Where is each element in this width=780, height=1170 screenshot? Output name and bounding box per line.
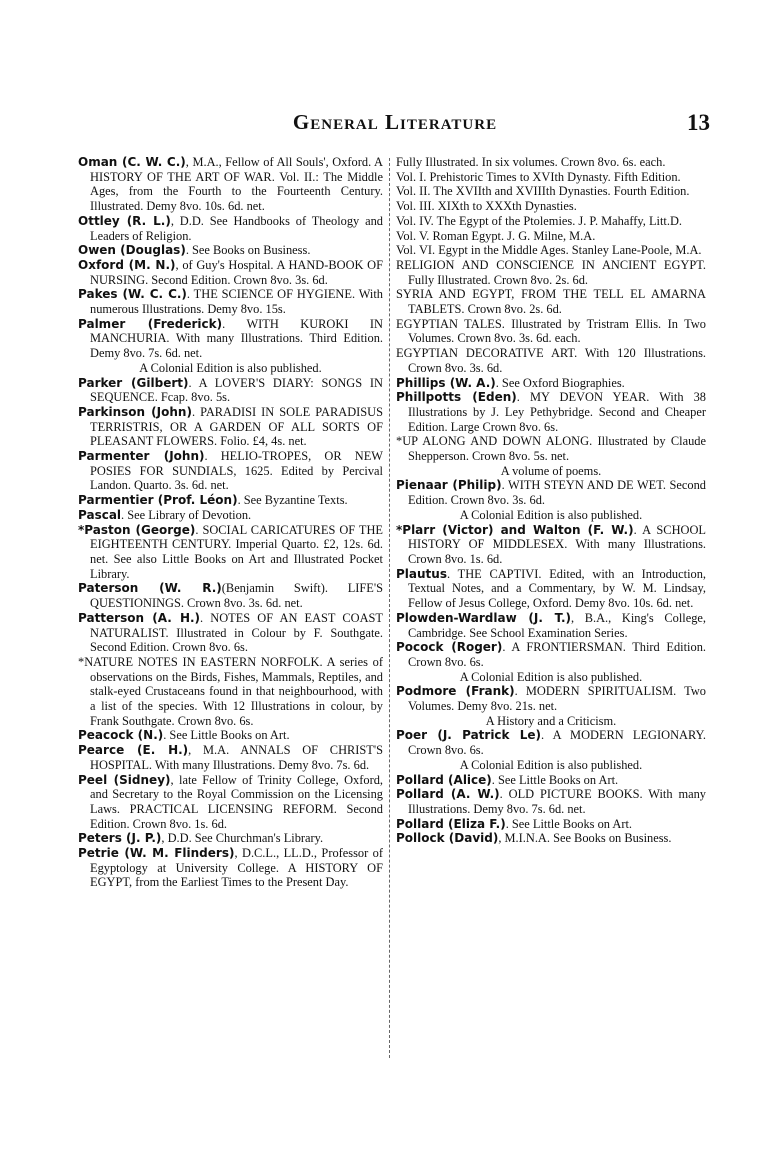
- catalogue-entry: [396, 508, 706, 523]
- catalogue-entry: [78, 831, 383, 846]
- catalogue-entry: [396, 243, 706, 258]
- catalogue-entry: [396, 287, 706, 316]
- entry-text: . A MODERN LEGIONARY. Crown 8vo. 6s.: [408, 728, 706, 758]
- catalogue-entry: [396, 611, 706, 640]
- entry-text: , late Fellow of Trinity College, Oxford, and Secretary to the Royal Commission on the Licensing Laws. PRACTICAL LICENSING REFORM. Second Edition. Crown 8vo. 1s. 6d.: [90, 772, 383, 831]
- author-name: *Paston (George): [78, 522, 196, 537]
- catalogue-entry: [396, 758, 706, 773]
- entry-text: . WITH KUROKI IN MANCHURIA. With many Illustrations. Third Edition. Demy 8vo. 7s. 6d. net.: [90, 316, 383, 361]
- entry-text: . See Library of Devotion.: [121, 507, 252, 522]
- entry-text: . See Byzantine Texts.: [237, 493, 348, 508]
- catalogue-entry: [396, 523, 706, 567]
- catalogue-entry: [78, 258, 383, 287]
- author-name: Oman (C. W. C.): [78, 155, 186, 169]
- catalogue-entry: [78, 743, 383, 772]
- entry-text: A volume of poems.: [500, 463, 602, 478]
- entry-text: . THE CAPTIVI. Edited, with an Introduction, Textual Notes, and a Commentary, by W. M. Lindsay, Fellow of Jesus College, Oxford. Demy 8vo. 10s. 6d. net.: [408, 566, 706, 611]
- author-name: Palmer (Frederick): [78, 316, 223, 331]
- entry-text: Vol. I. Prehistoric Times to XVIth Dynasty. Fifth Edition.: [396, 169, 681, 184]
- entry-text: , M.I.N.A. See Books on Business.: [498, 831, 672, 846]
- catalogue-entry: [396, 184, 706, 199]
- author-name: Pollock (David): [396, 831, 499, 846]
- catalogue-entry: [396, 831, 706, 846]
- entry-text: RELIGION AND CONSCIENCE IN ANCIENT EGYPT. Fully Illustrated. Crown 8vo. 2s. 6d.: [396, 257, 706, 287]
- entry-text: . See Oxford Biographies.: [495, 375, 625, 390]
- catalogue-entry: [78, 214, 383, 243]
- author-name: Parkinson (John): [78, 404, 192, 419]
- entry-text: . NOTES OF AN EAST COAST NATURALIST. Illustrated in Colour by F. Southgate. Second Edition. Crown 8vo. 6s.: [90, 610, 384, 655]
- entry-text: . See Books on Business.: [185, 243, 311, 258]
- entry-text: . See Little Books on Art.: [505, 816, 633, 831]
- author-name: Pienaar (Philip): [396, 478, 502, 493]
- catalogue-entry: [396, 714, 706, 729]
- entry-text: Vol. II. The XVIIth and XVIIIth Dynasties. Fourth Edition.: [396, 184, 690, 199]
- author-name: Petrie (W. M. Flinders): [78, 846, 235, 861]
- catalogue-entry: [396, 670, 706, 685]
- entry-text: . MODERN SPIRITUALISM. Two Volumes. Demy 8vo. 21s. net.: [408, 684, 706, 714]
- catalogue-entry: [396, 390, 706, 434]
- catalogue-entry: [396, 258, 706, 287]
- catalogue-entry: [78, 581, 383, 610]
- catalogue-entry: [78, 846, 383, 890]
- column-divider: [389, 158, 390, 1058]
- author-name: Poer (J. Patrick Le): [396, 728, 542, 743]
- catalogue-entry: [396, 346, 706, 375]
- entry-text: , M.A. ANNALS OF CHRIST'S HOSPITAL. With many Illustrations. Demy 8vo. 7s. 6d.: [90, 743, 383, 772]
- catalogue-entry: [78, 773, 383, 832]
- catalogue-entry: [396, 478, 706, 507]
- catalogue-entry: [78, 155, 383, 214]
- left-column: [78, 155, 383, 890]
- author-name: Plowden-Wardlaw (J. T.): [396, 610, 572, 625]
- catalogue-entry: [396, 464, 706, 479]
- author-name: Pascal: [78, 507, 122, 522]
- catalogue-entry: [396, 229, 706, 244]
- catalogue-entry: [396, 170, 706, 185]
- catalogue-entry: [396, 214, 706, 229]
- entry-text: , D.C.L., LL.D., Professor of Egyptology at University College. A HISTORY OF EGYPT, from the Earliest Times to the Present Day.: [90, 846, 383, 890]
- entry-text: . A SCHOOL HISTORY OF MIDDLESEX. With many Illustrations. Crown 8vo. 1s. 6d.: [408, 522, 706, 566]
- entry-text: *UP ALONG AND DOWN ALONG. Illustrated by Claude Shepperson. Crown 8vo. 5s. net.: [396, 434, 706, 464]
- catalogue-entry: [78, 493, 383, 508]
- author-name: Parker (Gilbert): [78, 375, 189, 390]
- author-name: Plautus: [396, 566, 447, 581]
- catalogue-entry: [396, 155, 706, 170]
- right-column: [396, 155, 706, 846]
- catalogue-entry: [78, 317, 383, 361]
- catalogue-entry: [396, 787, 706, 816]
- catalogue-entry: [396, 434, 706, 463]
- entry-text: A Colonial Edition is also published.: [459, 757, 643, 772]
- author-name: Peacock (N.): [78, 728, 164, 743]
- catalogue-entry: [396, 640, 706, 669]
- entry-text: . A LOVER'S DIARY: SONGS IN SEQUENCE. Fcap. 8vo. 5s.: [90, 375, 383, 405]
- entry-text: . PARADISI IN SOLE PARADISUS TERRISTRIS, OR A GARDEN OF ALL SORTS OF PLEASANT FLOWERS. Folio. £4, 4s. net.: [90, 404, 384, 449]
- catalogue-entry: [78, 611, 383, 655]
- catalogue-entry: [396, 728, 706, 757]
- author-name: Oxford (M. N.): [78, 257, 176, 272]
- entry-text: . HELIO-TROPES, OR NEW POSIES FOR SUNDIALS, 1625. Edited by Percival Landon. Quarto. 3s. 6d. net.: [90, 449, 383, 493]
- catalogue-entry: [396, 376, 706, 391]
- catalogue-entry: [78, 523, 383, 582]
- catalogue-entry: [78, 287, 383, 316]
- catalogue-entry: [78, 243, 383, 258]
- entry-text: (Benjamin Swift). LIFE'S QUESTIONINGS. Crown 8vo. 3s. 6d. net.: [90, 581, 383, 611]
- author-name: *Plarr (Victor) and Walton (F. W.): [396, 522, 634, 537]
- catalogue-entry: [78, 655, 383, 729]
- author-name: Phillpotts (Eden): [396, 390, 517, 405]
- catalogue-entry: [396, 684, 706, 713]
- catalogue-entry: [396, 317, 706, 346]
- entry-text: SYRIA AND EGYPT, FROM THE TELL EL AMARNA TABLETS. Crown 8vo. 2s. 6d.: [396, 287, 706, 317]
- author-name: Ottley (R. L.): [78, 213, 171, 228]
- author-name: Owen (Douglas): [78, 243, 186, 258]
- entry-text: , of Guy's Hospital. A HAND-BOOK OF NURSING. Second Edition. Crown 8vo. 3s. 6d.: [90, 257, 384, 287]
- catalogue-entry: [78, 361, 383, 376]
- author-name: Peel (Sidney): [78, 772, 171, 787]
- running-head: [80, 110, 710, 140]
- author-name: Peters (J. P.): [78, 831, 162, 846]
- entry-text: A Colonial Edition is also published.: [139, 360, 322, 375]
- catalogue-entry: [396, 567, 706, 611]
- entry-text: Vol. III. XIXth to XXXth Dynasties.: [396, 199, 577, 214]
- author-name: Pollard (A. W.): [396, 787, 500, 802]
- author-name: Phillips (W. A.): [396, 375, 496, 390]
- entry-text: A History and a Criticism.: [485, 713, 617, 728]
- catalogue-entry: [396, 817, 706, 832]
- author-name: Pearce (E. H.): [78, 743, 189, 758]
- entry-text: , D.D. See Handbooks of Theology and Leaders of Religion.: [90, 213, 383, 243]
- entry-text: Fully Illustrated. In six volumes. Crown 8vo. 6s. each.: [396, 155, 666, 169]
- entry-text: A Colonial Edition is also published.: [459, 669, 643, 684]
- author-name: Patterson (A. H.): [78, 610, 201, 625]
- catalogue-entry: [78, 376, 383, 405]
- page-title: General Literature: [292, 110, 498, 134]
- entry-text: . OLD PICTURE BOOKS. With many Illustrations. Demy 8vo. 7s. 6d. net.: [408, 787, 706, 816]
- entry-text: . MY DEVON YEAR. With 38 Illustrations by J. Ley Pethybridge. Second and Cheaper Edition. Large Crown 8vo. 6s.: [408, 390, 707, 434]
- entry-text: *NATURE NOTES IN EASTERN NORFOLK. A series of observations on the Birds, Fishes, Mammals, Reptiles, and stalk-eyed Crustaceans found in that neighbourhood, with a list of the species. With 12 Illustrations in colour, by Frank Southgate. Crown 8vo. 6s.: [78, 654, 383, 728]
- entry-text: EGYPTIAN DECORATIVE ART. With 120 Illustrations. Crown 8vo. 3s. 6d.: [396, 346, 706, 375]
- entry-text: . THE SCIENCE OF HYGIENE. With numerous Illustrations. Demy 8vo. 15s.: [90, 287, 383, 317]
- author-name: Pocock (Roger): [396, 640, 503, 655]
- entry-text: Vol. IV. The Egypt of the Ptolemies. J. P. Mahaffy, Litt.D.: [396, 213, 683, 228]
- entry-text: . See Little Books on Art.: [491, 772, 619, 787]
- author-name: Parmenter (John): [78, 449, 205, 464]
- catalogue-entry: [78, 728, 383, 743]
- catalogue-entry: [396, 199, 706, 214]
- entry-text: . A FRONTIERSMAN. Third Edition. Crown 8vo. 6s.: [408, 640, 706, 669]
- entry-text: , D.D. See Churchman's Library.: [161, 831, 324, 846]
- author-name: Pollard (Alice): [396, 772, 492, 787]
- entry-text: A Colonial Edition is also published.: [459, 507, 643, 522]
- page-number: 13: [687, 110, 710, 135]
- entry-text: Vol. VI. Egypt in the Middle Ages. Stanley Lane-Poole, M.A.: [396, 243, 702, 258]
- catalogue-entry: [78, 449, 383, 493]
- entry-text: , M.A., Fellow of All Souls', Oxford. A HISTORY OF THE ART OF WAR. Vol. II.: The Middle Ages, from the Fourth to the Fourteenth Century. Illustrated. Demy 8vo. 10s. 6d. net.: [90, 155, 383, 214]
- catalogue-entry: [78, 405, 383, 449]
- author-name: Paterson (W. R.): [78, 581, 222, 596]
- author-name: Pakes (W. C. C.): [78, 287, 187, 302]
- entry-text: . SOCIAL CARICATURES OF THE EIGHTEENTH CENTURY. Imperial Quarto. £2, 12s. 6d. net. See also Little Books on Art and Illustrated Pocket Library.: [90, 522, 383, 581]
- entry-text: . See Little Books on Art.: [163, 728, 290, 743]
- entry-text: EGYPTIAN TALES. Illustrated by Tristram Ellis. In Two Volumes. Crown 8vo. 3s. 6d. each.: [396, 316, 706, 346]
- catalogue-entry: [78, 508, 383, 523]
- author-name: Podmore (Frank): [396, 684, 515, 699]
- entry-text: Vol. V. Roman Egypt. J. G. Milne, M.A.: [396, 228, 596, 243]
- author-name: Pollard (Eliza F.): [396, 816, 506, 831]
- entry-text: . WITH STEYN AND DE WET. Second Edition. Crown 8vo. 3s. 6d.: [408, 478, 706, 508]
- catalogue-entry: [396, 773, 706, 788]
- author-name: Parmentier (Prof. Léon): [78, 493, 238, 508]
- entry-text: , B.A., King's College, Cambridge. See School Examination Series.: [408, 610, 706, 640]
